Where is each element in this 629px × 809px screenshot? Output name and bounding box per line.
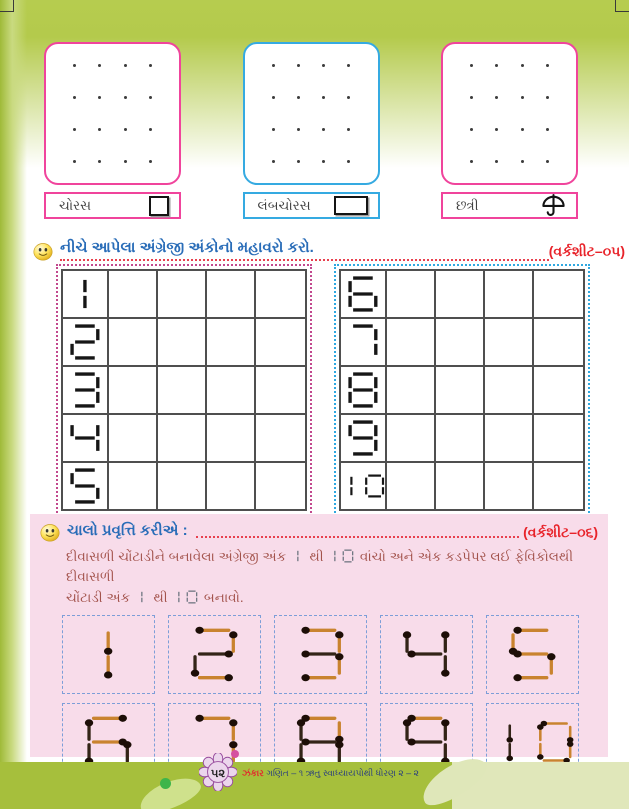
grid-dot [470, 128, 473, 131]
practice-empty-cell [158, 271, 207, 319]
practice-empty-cell [436, 367, 485, 415]
grid-dot [347, 64, 350, 67]
practice-empty-cell [207, 367, 256, 415]
grid-dot [521, 160, 524, 163]
instruction-text: ચોંટાડી અંક [66, 589, 134, 605]
rectangle-icon [334, 196, 368, 215]
footer-book-title [242, 768, 419, 779]
shape-card-umbrella [441, 42, 578, 219]
dotted-leader [196, 536, 519, 538]
digit-model-cell [63, 415, 109, 463]
grid-dot [98, 96, 101, 99]
digital-numeral-10 [329, 549, 354, 563]
footer-band [0, 762, 629, 809]
grid-dot [470, 96, 473, 99]
grid-dot [149, 64, 152, 67]
grid-dot [98, 64, 101, 67]
digit-model-cell [63, 319, 109, 367]
instruction-text: બનાવો. [200, 589, 244, 605]
activity-heading: ચાલો પ્રવૃત્તિ કરીએ : [67, 522, 188, 539]
activity-panel [30, 514, 608, 757]
digital-numeral-10 [341, 467, 385, 505]
grid-dot [546, 96, 549, 99]
grid-dot [546, 128, 549, 131]
grid-dot [322, 160, 325, 163]
matchstick-box-4 [380, 615, 473, 694]
shape-label-box [441, 192, 578, 219]
grid-dot [347, 96, 350, 99]
grid-dot [124, 128, 127, 131]
grid-dot [521, 64, 524, 67]
dot-grid-square [44, 42, 181, 185]
grid-dot [73, 128, 76, 131]
practice-empty-cell [207, 463, 256, 509]
matchstick-numeral-3 [291, 623, 349, 685]
grid-dot [73, 96, 76, 99]
shape-label: ચોરસ [59, 197, 92, 213]
digit-model-cell [341, 463, 387, 509]
practice-empty-cell [207, 415, 256, 463]
pink-dot-decoration [231, 750, 239, 758]
practice-empty-cell [207, 271, 256, 319]
practice-empty-cell [485, 319, 534, 367]
digital-numeral-3 [69, 371, 101, 409]
activity-line-2 [66, 588, 598, 608]
practice-grid-6-10 [334, 264, 590, 516]
shape-cards-row [44, 42, 578, 219]
grid-dot [470, 160, 473, 163]
green-dot-decoration [160, 778, 171, 789]
activity-header [40, 522, 598, 542]
shape-card-square [44, 42, 181, 219]
grid-dot [347, 160, 350, 163]
practice-empty-cell [109, 319, 158, 367]
grid-dot [124, 160, 127, 163]
crop-mark-top-left [0, 0, 14, 12]
grid-dot [297, 64, 300, 67]
practice-table [61, 269, 307, 511]
practice-empty-cell [534, 319, 583, 367]
digit-model-cell [63, 367, 109, 415]
practice-empty-cell [109, 463, 158, 509]
practice-empty-cell [158, 367, 207, 415]
practice-empty-cell [534, 415, 583, 463]
grid-dot [322, 128, 325, 131]
practice-empty-cell [436, 463, 485, 509]
grid-dot [347, 128, 350, 131]
shape-label: છત્રી [456, 197, 479, 213]
digit-model-cell [341, 415, 387, 463]
grid-dot [149, 128, 152, 131]
page-number-flower-badge [199, 753, 237, 791]
grid-dot [73, 160, 76, 163]
practice-empty-cell [256, 319, 305, 367]
grid-dot [521, 128, 524, 131]
digital-numeral-10 [173, 590, 198, 604]
digit-model-cell [341, 367, 387, 415]
activity-line-1 [66, 547, 598, 588]
digital-numeral-1 [136, 590, 148, 604]
practice-grids-row [56, 264, 590, 516]
digital-numeral-1 [292, 549, 304, 563]
grid-dot [124, 96, 127, 99]
page-number: ૫૨ [210, 767, 226, 780]
digital-numeral-1 [69, 275, 101, 313]
practice-empty-cell [534, 463, 583, 509]
grid-dot [297, 128, 300, 131]
grid-dot [73, 64, 76, 67]
dot-grid-rectangle [243, 42, 380, 185]
practice-empty-cell [534, 271, 583, 319]
practice-empty-cell [387, 271, 436, 319]
practice-empty-cell [109, 415, 158, 463]
grid-dot [149, 96, 152, 99]
practice-empty-cell [387, 463, 436, 509]
book-title-red: ઝંકાર [242, 768, 264, 778]
grid-dot [98, 160, 101, 163]
grid-dot [495, 64, 498, 67]
practice-empty-cell [534, 367, 583, 415]
practice-empty-cell [158, 415, 207, 463]
practice-empty-cell [436, 319, 485, 367]
practice-empty-cell [387, 367, 436, 415]
grid-dot [98, 128, 101, 131]
practice-empty-cell [256, 415, 305, 463]
matchstick-numeral-5 [503, 623, 561, 685]
practice-empty-cell [256, 367, 305, 415]
instruction-text: વાંચો અને એક કડપેપર લઈ ફેવિકોલથી દીવાસળી [66, 549, 574, 585]
instruction-text: થી [305, 549, 328, 564]
matchstick-box-1 [62, 615, 155, 694]
practice-empty-cell [485, 463, 534, 509]
practice-empty-cell [109, 367, 158, 415]
grid-dot [470, 64, 473, 67]
digital-numeral-5 [69, 467, 101, 505]
practice-heading: નીચે આપેલા અંગ્રેજી અંકોનો મહાવરો કરો. [60, 239, 549, 261]
digital-numeral-2 [69, 323, 101, 361]
practice-empty-cell [436, 415, 485, 463]
practice-empty-cell [158, 463, 207, 509]
matchstick-row-1 [62, 615, 598, 694]
digit-model-cell [341, 271, 387, 319]
practice-empty-cell [109, 271, 158, 319]
practice-empty-cell [207, 319, 256, 367]
shape-label-box [44, 192, 181, 219]
digital-numeral-8 [347, 371, 379, 409]
practice-grid-1-5 [56, 264, 312, 516]
instruction-text: દીવાસળી ચોંટાડીને બનાવેલા અંગ્રેજી અંક [66, 549, 290, 564]
digit-model-cell [63, 271, 109, 319]
activity-instructions [66, 547, 598, 608]
book-title-rest: ગણિત – ૧ ઋતુ સ્વાધ્યાયપોથી ધોરણ ૨ – ૨ [263, 768, 419, 778]
instruction-text: થી [149, 589, 172, 605]
practice-empty-cell [485, 367, 534, 415]
practice-empty-cell [485, 271, 534, 319]
digital-numeral-6 [347, 275, 379, 313]
practice-empty-cell [387, 415, 436, 463]
matchstick-numeral-1 [79, 623, 137, 685]
practice-empty-cell [387, 319, 436, 367]
digital-numeral-9 [347, 419, 379, 457]
grid-dot [297, 96, 300, 99]
worksheet-05-label: (વર્કશીટ–૦૫) [548, 243, 625, 259]
left-green-strip [0, 0, 27, 762]
practice-empty-cell [256, 463, 305, 509]
grid-dot [521, 96, 524, 99]
matchstick-numeral-4 [397, 623, 455, 685]
grid-dot [546, 64, 549, 67]
practice-empty-cell [436, 271, 485, 319]
grid-dot [272, 64, 275, 67]
smiley-icon [33, 241, 53, 261]
digital-numeral-4 [69, 419, 101, 457]
practice-table [339, 269, 585, 511]
grid-dot [495, 128, 498, 131]
umbrella-icon [541, 193, 566, 218]
matchstick-numeral-2 [185, 623, 243, 685]
grid-dot [322, 96, 325, 99]
matchstick-box-2 [168, 615, 261, 694]
digit-model-cell [63, 463, 109, 509]
grid-dot [149, 160, 152, 163]
matchstick-box-5 [486, 615, 579, 694]
grid-dot [322, 64, 325, 67]
shape-label-box [243, 192, 380, 219]
grid-dot [124, 64, 127, 67]
crop-mark-top-right [615, 0, 629, 12]
practice-empty-cell [485, 415, 534, 463]
digital-numeral-7 [347, 323, 379, 361]
matchstick-box-3 [274, 615, 367, 694]
square-icon [149, 196, 169, 216]
digit-model-cell [341, 319, 387, 367]
smiley-icon [40, 522, 60, 542]
grid-dot [495, 160, 498, 163]
grid-dot [297, 160, 300, 163]
shape-card-rectangle [243, 42, 380, 219]
grid-dot [272, 96, 275, 99]
practice-empty-cell [158, 319, 207, 367]
shape-label: લંબચોરસ [257, 197, 311, 213]
grid-dot [272, 160, 275, 163]
worksheet-06-label: (વર્કશીટ–૦૬) [523, 524, 598, 540]
practice-section-header [33, 239, 625, 261]
grid-dot [272, 128, 275, 131]
dot-grid-umbrella [441, 42, 578, 185]
practice-empty-cell [256, 271, 305, 319]
grid-dot [495, 96, 498, 99]
grid-dot [546, 160, 549, 163]
